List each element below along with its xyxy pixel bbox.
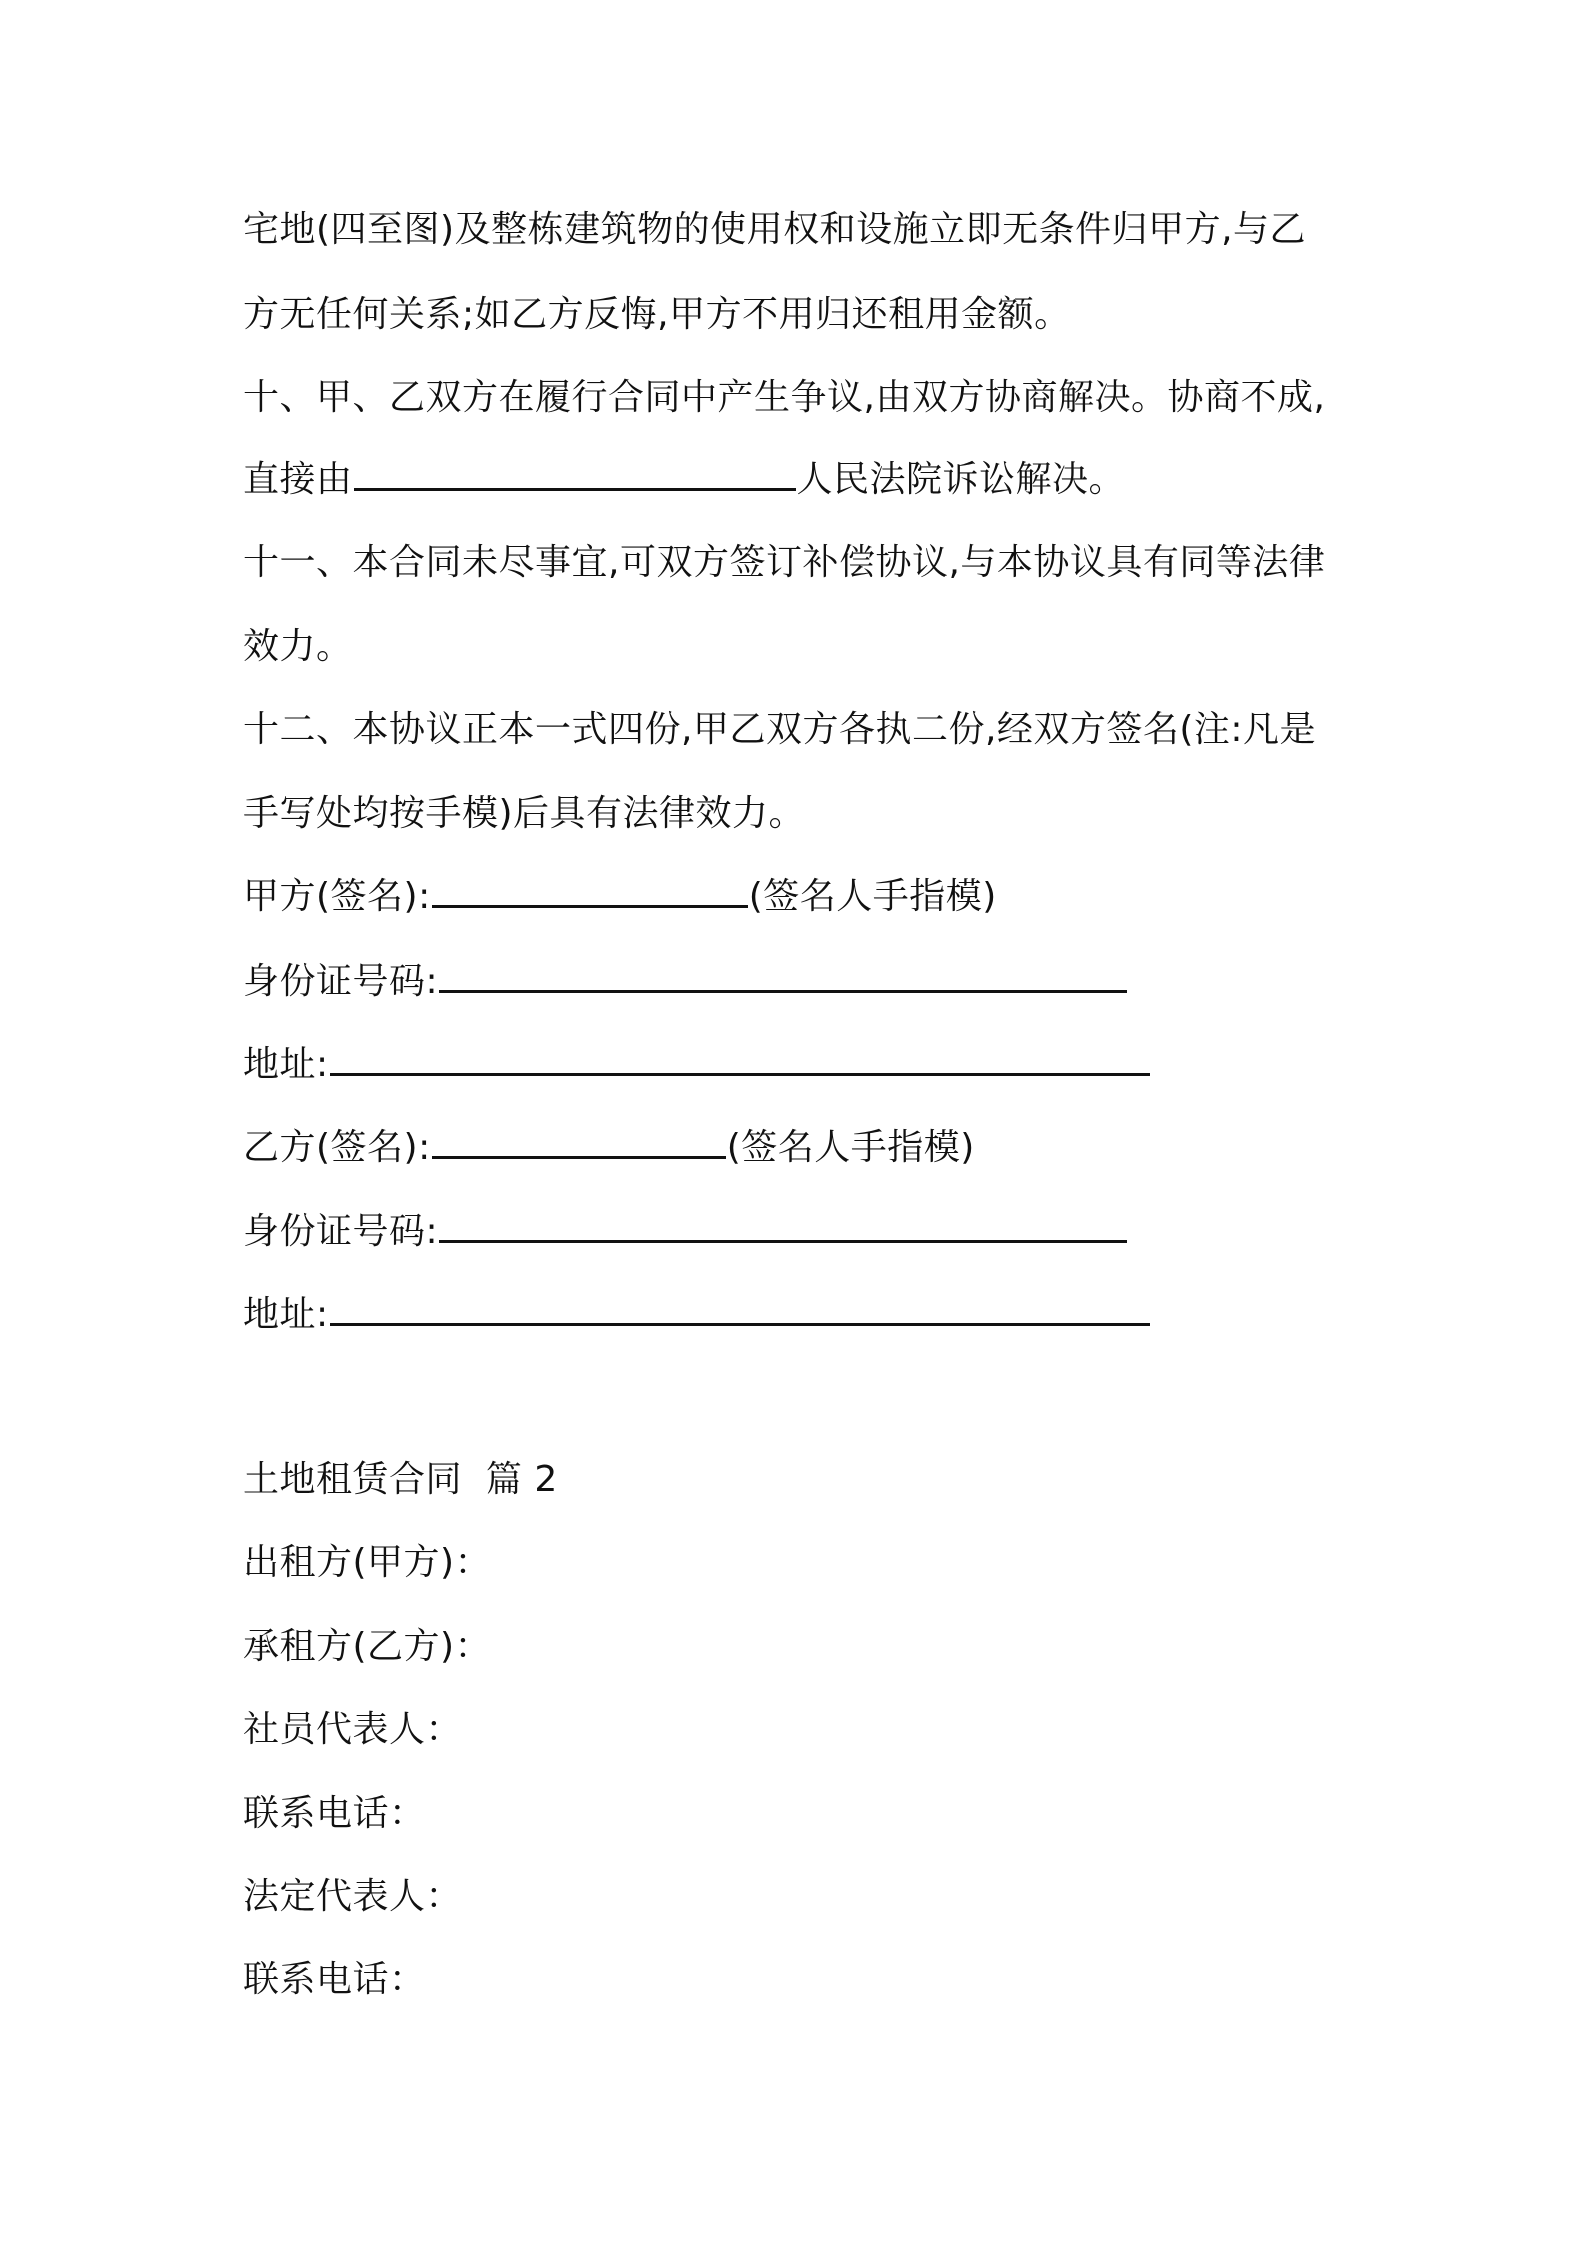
clause-11-line-1: 十一、本合同未尽事宜,可双方签订补偿协议,与本协议具有同等法律	[243, 542, 1326, 583]
lessee-field-label: 承租方(乙方)：	[243, 1626, 492, 1667]
party-a-address-line	[243, 1041, 1151, 1089]
clause-9-continued-line-1: 宅地(四至图)及整栋建筑物的使用权和设施立即无条件归甲方,与乙	[243, 209, 1307, 250]
phone-field-label-1: 联系电话：	[243, 1793, 426, 1834]
member-representative-field-label: 社员代表人：	[243, 1709, 463, 1750]
court-name-blank[interactable]	[354, 460, 796, 491]
clause-12-line-2: 手写处均按手模)后具有法律效力。	[243, 793, 806, 834]
contract-2-title: 土地租赁合同 篇 2	[243, 1459, 558, 1500]
party-b-id-blank[interactable]	[439, 1212, 1127, 1243]
clause-12-line-1: 十二、本协议正本一式四份,甲乙双方各执二份,经双方签名(注:凡是	[243, 709, 1317, 750]
party-b-address-line	[243, 1291, 1151, 1339]
party-b-address-blank[interactable]	[330, 1295, 1150, 1326]
party-a-signature-line	[243, 873, 997, 921]
clause-11-line-2: 效力。	[243, 626, 353, 667]
party-a-id-line	[243, 958, 1128, 1006]
party-b-id-line	[243, 1208, 1128, 1256]
phone-field-label-2: 联系电话：	[243, 1959, 426, 2000]
party-a-address-label: 地址:	[243, 1044, 329, 1085]
party-b-id-label: 身份证号码:	[243, 1211, 439, 1252]
party-b-signature-blank[interactable]	[432, 1128, 726, 1159]
clause-10-prefix: 直接由	[243, 459, 353, 500]
party-a-address-blank[interactable]	[330, 1045, 1150, 1076]
party-b-signature-line	[243, 1124, 975, 1172]
party-a-signature-blank[interactable]	[432, 877, 748, 908]
clause-10-line-2	[243, 456, 1125, 504]
clause-10-line-1: 十、甲、乙双方在履行合同中产生争议,由双方协商解决。协商不成,	[243, 377, 1326, 418]
lessor-field-label: 出租方(甲方)：	[243, 1542, 492, 1583]
party-a-id-label: 身份证号码:	[243, 961, 439, 1002]
party-a-sign-label: 甲方(签名):	[243, 876, 431, 917]
clause-10-suffix: 人民法院诉讼解决。	[796, 459, 1126, 500]
party-b-sign-note: (签名人手指模)	[726, 1127, 975, 1168]
clause-9-continued-line-2: 方无任何关系;如乙方反悔,甲方不用归还租用金额。	[243, 294, 1071, 335]
party-a-id-blank[interactable]	[439, 962, 1127, 993]
party-b-address-label: 地址:	[243, 1294, 329, 1335]
party-b-sign-label: 乙方(签名):	[243, 1127, 431, 1168]
party-a-sign-note: (签名人手指模)	[748, 876, 997, 917]
legal-representative-field-label: 法定代表人：	[243, 1876, 463, 1917]
